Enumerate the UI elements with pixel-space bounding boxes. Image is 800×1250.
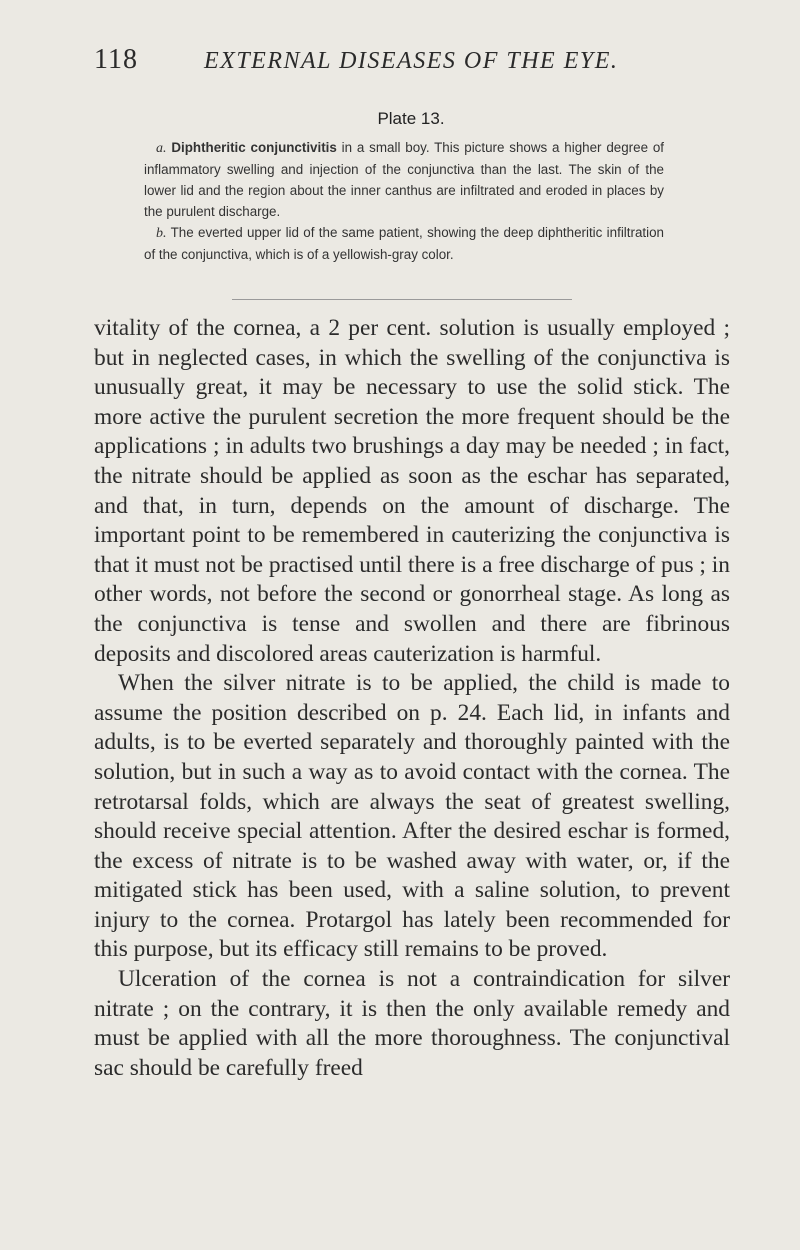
paragraph: Ulceration of the cornea is not a contraindication for silver nitrate ; on the contrary, it is then the only available remedy and must be applied with all the more thoroughness. The conjunctival sac should be carefully freed (94, 966, 730, 1081)
body-text (94, 314, 730, 1083)
caption-item-b (144, 222, 664, 265)
plate-caption (144, 108, 664, 265)
caption-letter: a. (156, 141, 167, 156)
page-number: 118 (94, 44, 138, 75)
plate-title: Plate 13. (377, 109, 445, 128)
caption-letter: b. (156, 226, 167, 241)
caption-item-a (144, 137, 664, 222)
paragraph: vitality of the cornea, a 2 per cent. solution is usually employed ; but in neglected cases, in which the swelling of the conjunctiva is unusually great, it may be necessary to use the solid stick. The more active the purulent secretion the more frequent should be the applications ; in adults two brushings a day may be needed ; in fact, the nitrate should be applied as soon as the eschar has separated, and that, in turn, depends on the amount of discharge. The important point to be remembered in cauterizing the conjunctiva is that it must not be practised until there is a free discharge of pus ; in other words, not before the second or gonorrheal stage. As long as the conjunctiva is tense and swollen and there are fibrinous deposits and discolored areas cauterization is harmful. (94, 315, 730, 667)
running-title: EXTERNAL DISEASES OF THE EYE. (204, 48, 619, 74)
running-head (94, 44, 724, 84)
caption-text: in a small boy. This picture shows a higher degree of inflammatory swelling and injection of the conjunctiva than the last. The skin of the lower lid and the region about the inner canthus are infiltrated and eroded in places by the purulent discharge. (144, 140, 665, 219)
caption-term: Diphtheritic conjunctivitis (171, 140, 337, 155)
caption-divider (232, 299, 572, 300)
paragraph: When the silver nitrate is to be applied, the child is made to assume the position described on p. 24. Each lid, in infants and adults, is to be everted separately and thoroughly painted with the solution, but in such a way as to avoid contact with the cornea. The retrotarsal folds, which are always the seat of greatest swelling, should receive special attention. After the desired eschar is formed, the excess of nitrate is to be washed away with water, or, if the mitigated stick has been used, with a saline solution, to prevent injury to the cornea. Protargol has lately been recommended for this purpose, but its efficacy still remains to be proved. (94, 670, 730, 963)
caption-text: The everted upper lid of the same patient, showing the deep diphtheritic infiltration of the conjunctiva, which is of a yellowish-gray color. (144, 225, 664, 262)
